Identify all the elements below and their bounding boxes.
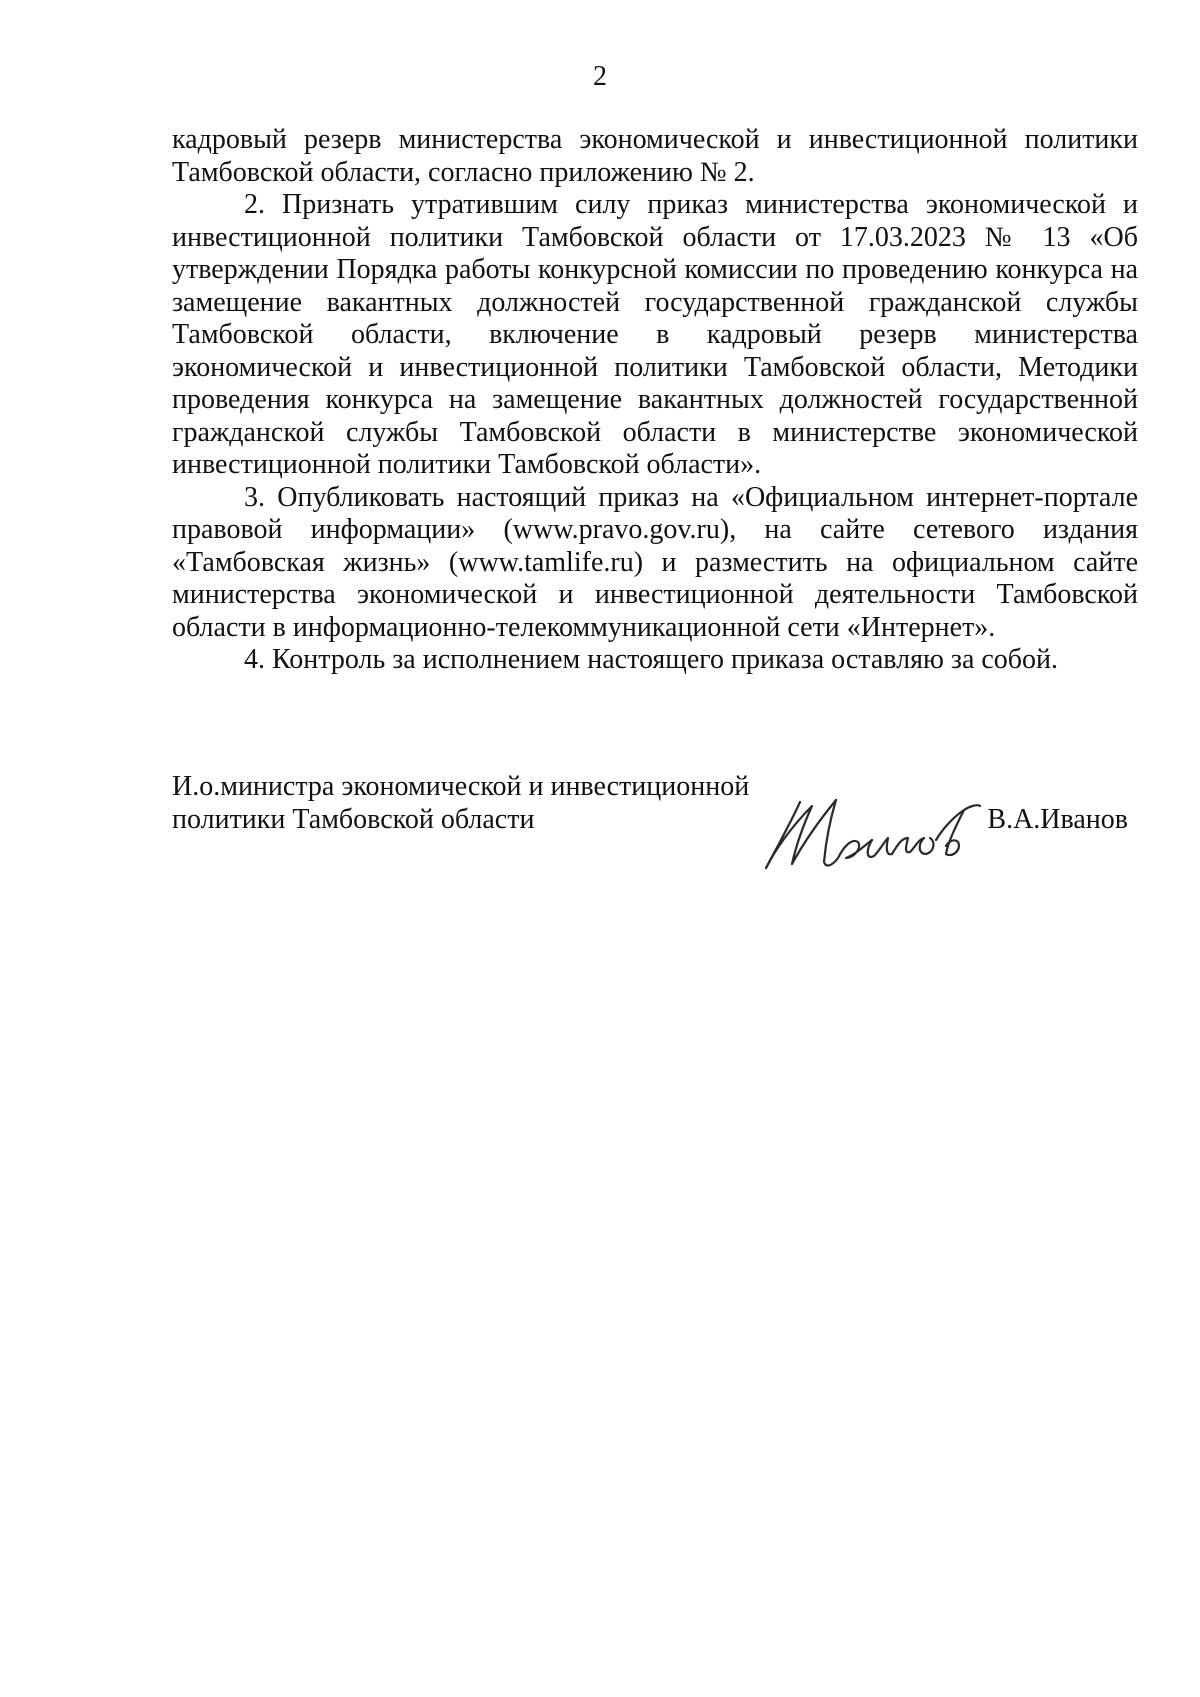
page-number: 2	[593, 61, 607, 92]
paragraph-text: 4. Контроль за исполнением настоящего приказа оставляю за собой.	[244, 644, 1059, 675]
handwritten-signature	[752, 780, 982, 890]
paragraph-1-continuation	[172, 124, 1138, 189]
signatory-title	[172, 770, 749, 836]
paragraph-2	[172, 189, 1138, 482]
paragraph-3	[172, 482, 1138, 645]
signatory-title-line-2: политики Тамбовской области	[172, 804, 535, 835]
paragraph-text: 2. Признать утратившим силу приказ министерства экономической и инвестиционной политики Тамбовской области от 17.03.2023 № 13 «Об утверждении Порядка работы конкурсной комиссии по проведению конкурса на замещение вакантных должностей государственной гражданской службы Тамбовской области, включение в кадровый резерв министерства экономической и инвестиционной политики Тамбовской области, Методики проведения конкурса на замещение вакантных должностей государственной гражданской службы Тамбовской области в министерстве экономической инвестиционной политики Тамбовской области».	[172, 189, 1138, 480]
paragraph-text: кадровый резерв министерства экономической и инвестиционной политики Тамбовской области, согласно приложению № 2.	[172, 124, 1138, 188]
signature-block	[172, 770, 1138, 910]
document-body	[172, 124, 1138, 677]
signatory-name: В.А.Иванов	[987, 804, 1128, 835]
signatory-title-line-1: И.о.министра экономической и инвестиционной	[172, 771, 750, 802]
paragraph-4	[172, 644, 1138, 677]
paragraph-text: 3. Опубликовать настоящий приказ на «Официальном интернет-портале правовой информации» (www.pravo.gov.ru), на сайте сетевого издания «Тамбовская жизнь» (www.tamlife.ru) и разместить на официальном сайте министерства экономической и инвестиционной деятельности Тамбовской области в информационно-телекоммуникационной сети «Интернет».	[172, 481, 1138, 643]
